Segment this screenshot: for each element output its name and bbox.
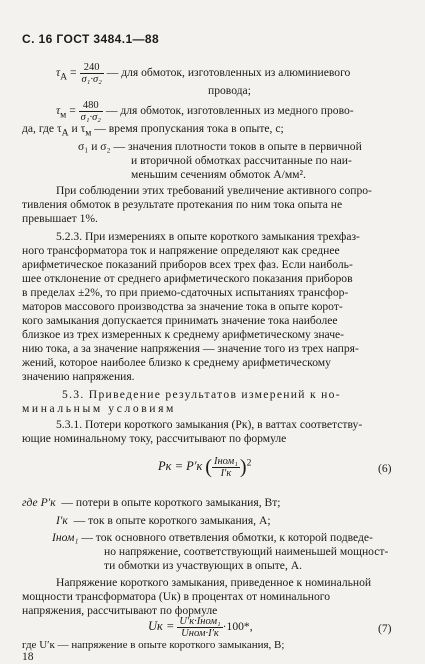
equation-number: (6) [378,462,392,475]
text-line: Напряжение короткого замыкания, приведенное к номинальной [56,576,372,589]
definition-row: ти обмотки из участвующих в опыте, А. [104,559,303,572]
text-line: в пределах ±2%, то при приемо-сдаточных испытаниях трансфор- [22,286,349,299]
fraction [212,456,240,479]
text-line: σ₁ и σ₂ — значения плотности токов в опыте в первичной [78,140,362,153]
denominator: I′к [220,468,232,479]
text-line: тивления обмоток в результате протекания по ним тока опыта не [22,198,343,211]
numerator: 240 [80,62,104,74]
text-line: значению напряжения. [22,370,135,383]
tau-symbol: τ [56,104,61,118]
formula-lhs: Pк = P′к [158,459,203,474]
fraction [80,62,104,85]
definition-row [52,531,373,545]
definition-symbol: I′к [56,514,68,527]
formula-tau-a [56,62,350,85]
page-header: С. 16 ГОСТ 3484.1—88 [22,32,160,46]
definition-text: — ток в опыте короткого замыкания, А; [73,514,271,527]
text-line: При соблюдении этих требований увеличение активного сопро- [56,184,372,197]
formula-tau-m [56,100,354,123]
definition-row: где U′к — напряжение в опыте короткого замыкания, В; [22,639,285,651]
text-line: жений, которое наиболее близко к среднему арифметическому [22,356,331,369]
definition-row [56,514,271,528]
definition-text: — потери в опыте короткого замыкания, Вт; [61,496,281,509]
definition-symbol: где P′к [22,496,56,509]
section-heading: 5.3. Приведение результатов измерений к но- [62,388,341,401]
denominator: Uном·I′к [181,628,219,639]
tau-symbol: τ [56,66,61,80]
definition-row [22,496,281,510]
text-line: 5.3.1. Потери короткого замыкания (Pк), в ваттах соответству- [56,418,363,431]
text-line: близкое из трех измеренных к среднему арифметическому значе- [22,328,345,341]
fraction [79,100,103,123]
tau-sub: A [60,71,68,83]
tau-sub: м [85,127,92,139]
tau-sub: м [60,109,67,121]
section-heading: минальным условиям [22,402,176,415]
text-line: и вторичной обмотках рассчитанные по наи- [131,154,352,167]
equation-number: (7) [378,622,392,635]
text-line: арифметическое показаний приборов всех трех фаз. Если наиболь- [22,258,353,271]
equals: = [69,104,76,118]
numerator: 480 [79,100,103,112]
equals: = [70,66,77,80]
text-line: мощности трансформатора (Uк) в процентах от номинального [22,590,331,603]
text-line: напряжения, рассчитывают по формуле [22,604,218,617]
formula-lhs: Uк = [148,619,175,634]
definition-symbol: Iном₁ [52,531,79,544]
text-line: провода; [208,84,251,97]
definition-row: но напряжение, соответствующий наименьшей мощност- [104,545,389,558]
definition-text: время пропускания тока в опыте, с; [108,122,284,135]
exponent: 2 [246,457,252,469]
numerator: U′к·Iном₁ [179,616,221,627]
text-line: кого замыкания допускается принимать значение тока наиболее [22,314,338,327]
text-line: ющие номинальному току, рассчитывают по формуле [22,432,287,445]
text-line: меньшим сечениям обмоток А/мм². [131,168,306,181]
formula-text: — для обмоток, изготовленных из медного прово- [105,104,354,118]
denominator: σ₁·σ₂ [81,74,102,85]
text-line: шее отклонение от среднего арифметического показания приборов [22,272,353,285]
text-line: ного трансформатора ток и напряжение определяют как среднее [22,244,340,257]
definition-text: — ток основного ответвления обмотки, к которой подведе- [81,531,373,544]
text-line: маторов массового производства за значение тока в опыте корот- [22,300,343,313]
and-text: и τ [68,122,86,135]
formula-tail: ·100*, [222,620,253,634]
page-number: 18 [22,650,34,663]
where-text: да, где τ [22,122,62,135]
text-line: превышает 1%. [22,212,98,225]
fraction [177,616,222,639]
formula-7 [148,616,253,639]
text-line: да, где $\tau_A$ и $\tau_м$ — время пропускания тока в опыте, с; [22,122,284,139]
formula-6: Pк = P′к ( $\frac{\text{Iном₁}}{I'к}$ )$^2$ [158,456,252,479]
formula-text: — для обмоток, изготовленных из алюминиевого [106,66,351,80]
text-line: нию тока, а за значение напряжения — значение того из трех напря- [22,342,359,355]
tau-sub: A [61,127,69,139]
denominator: σ₁·σ₂ [80,112,101,123]
text-line: 5.2.3. При измерениях в опыте короткого замыкания трехфаз- [56,230,360,243]
numerator: Iном₁ [213,456,238,467]
